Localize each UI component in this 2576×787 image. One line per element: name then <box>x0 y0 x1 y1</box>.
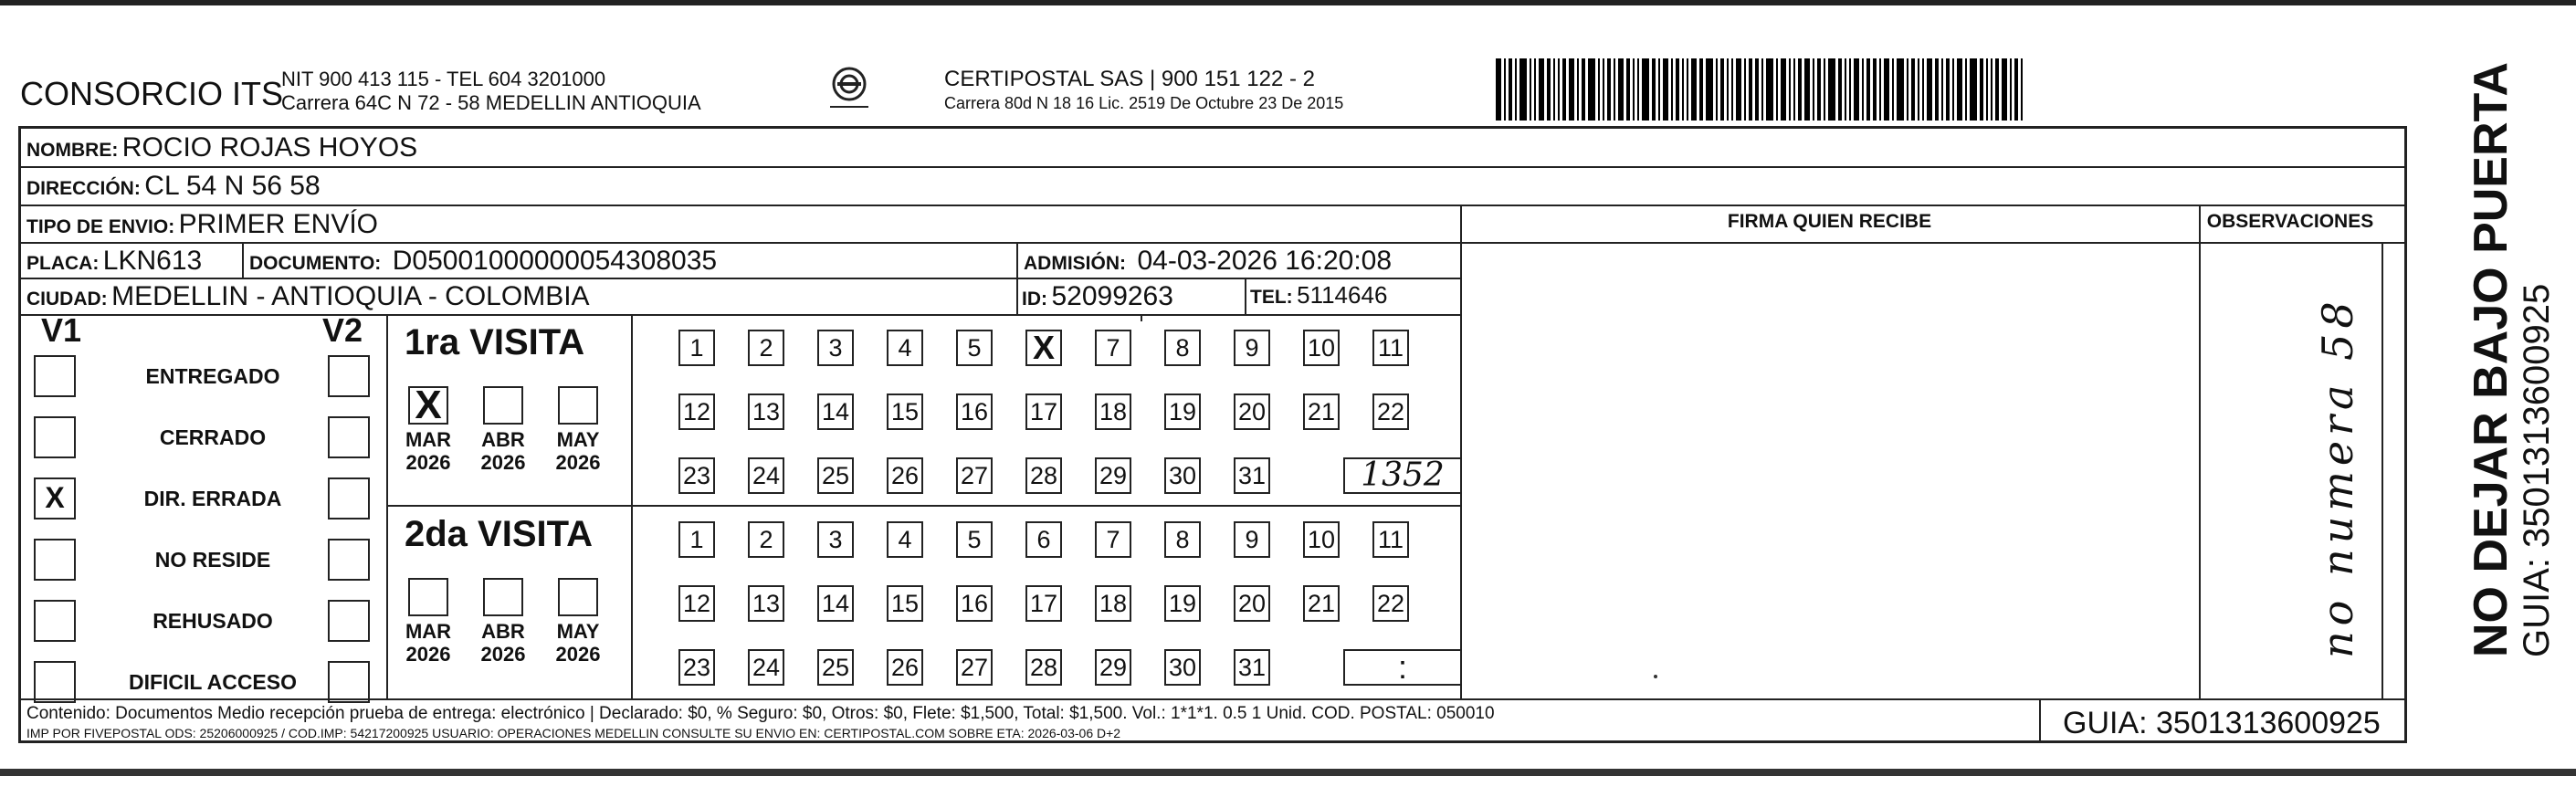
month-label: MAY <box>556 620 600 643</box>
status-v2-checkbox[interactable] <box>328 477 370 519</box>
courier-line-2: Carrera 80d N 18 16 Lic. 2519 De Octubre 23 De 2015 <box>944 94 1344 112</box>
day-19-box[interactable]: 19 <box>1164 394 1201 430</box>
day-9-box[interactable]: 9 <box>1234 521 1270 558</box>
day-23-box[interactable]: 23 <box>678 457 715 494</box>
side-warning: NO DEJAR BAJO PUERTA <box>2465 61 2518 657</box>
day-22-box[interactable]: 22 <box>1372 394 1409 430</box>
day-22-box[interactable]: 22 <box>1372 585 1409 622</box>
nombre-value: ROCIO ROJAS HOYOS <box>121 132 418 163</box>
status-v1-checkbox[interactable] <box>34 661 76 703</box>
day-27-box[interactable]: 27 <box>956 457 993 494</box>
month-checkbox[interactable]: X <box>408 386 448 425</box>
day-9-box[interactable]: 9 <box>1234 330 1270 366</box>
day-2-box[interactable]: 2 <box>748 521 784 558</box>
nombre-label: NOMBRE: <box>26 140 119 161</box>
status-v2-checkbox[interactable] <box>328 539 370 581</box>
direccion-row <box>26 171 321 202</box>
day-16-box[interactable]: 16 <box>956 394 993 430</box>
day-14-box[interactable]: 14 <box>817 585 854 622</box>
day-12-box[interactable]: 12 <box>678 394 715 430</box>
top-border <box>0 0 2576 5</box>
day-16-box[interactable]: 16 <box>956 585 993 622</box>
status-label: REHUSADO <box>152 609 273 633</box>
id-row <box>1022 281 1173 312</box>
day-4-box[interactable]: 4 <box>887 521 923 558</box>
year-label: 2026 <box>405 643 451 666</box>
id-value: 52099263 <box>1051 281 1173 311</box>
year-label: 2026 <box>555 451 601 474</box>
footer-line-1: Contenido: Documentos Medio recepción prueba de entrega: electrónico | Declarado: $0, % Seguro: $0, Otros: $0, Flete: $1,500, Total: $1,500. Vol.: 1*1*1. 0.5 1 Unid. COD. POSTAL: 050010 <box>26 704 1495 723</box>
documento-row <box>249 246 717 277</box>
day-11-box[interactable]: 11 <box>1372 521 1409 558</box>
tipo-row <box>26 209 378 240</box>
visit2-title: 2da VISITA <box>405 514 593 554</box>
month-checkbox[interactable] <box>558 578 598 616</box>
certipostal-logo <box>826 64 872 115</box>
firma-label: FIRMA QUIEN RECIBE <box>1727 211 1932 232</box>
day-6-box[interactable]: 6 <box>1025 521 1062 558</box>
side-guia: GUIA: 3501313600925 <box>2517 283 2557 657</box>
month-checkbox[interactable] <box>558 386 598 425</box>
day-10-box[interactable]: 10 <box>1303 330 1340 366</box>
footer-line-2: IMP POR FIVEPOSTAL ODS: 25206000925 / COD.IMP: 54217200925 USUARIO: OPERACIONES MEDELLIN CONSULTE SU ENVIO EN: CERTIPOSTAL.COM SOBRE ETA: 2026-03-06 D+2 <box>26 726 1121 740</box>
status-v1-checkbox[interactable]: X <box>34 477 76 519</box>
placa-row <box>26 246 202 277</box>
day-15-box[interactable]: 15 <box>887 585 923 622</box>
day-1-box[interactable]: 1 <box>678 521 715 558</box>
observaciones-header <box>2199 211 2381 233</box>
day-17-box[interactable]: 17 <box>1025 394 1062 430</box>
observaciones-handwriting: no numera 58 <box>2313 296 2362 658</box>
status-label: CERRADO <box>159 425 267 449</box>
day-7-box[interactable]: 7 <box>1095 330 1131 366</box>
placa-value: LKN613 <box>102 246 203 276</box>
day-25-box[interactable]: 25 <box>817 457 854 494</box>
day-15-box[interactable]: 15 <box>887 394 923 430</box>
company-line-2: Carrera 64C N 72 - 58 MEDELLIN ANTIOQUIA <box>281 91 701 114</box>
nombre-row <box>26 132 417 163</box>
month-label: ABR <box>481 620 525 643</box>
day-1-box[interactable]: 1 <box>678 330 715 366</box>
firma-header <box>1460 211 2199 233</box>
month-checkbox[interactable] <box>483 386 523 425</box>
day-11-box[interactable]: 11 <box>1372 330 1409 366</box>
day-6-box[interactable]: X <box>1025 330 1062 366</box>
v1-header: V1 <box>41 311 82 349</box>
admision-label: ADMISIÓN: <box>1024 253 1126 274</box>
day-23-box[interactable]: 23 <box>678 649 715 686</box>
day-24-box[interactable]: 24 <box>748 649 784 686</box>
month-checkbox[interactable] <box>408 578 448 616</box>
day-2-box[interactable]: 2 <box>748 330 784 366</box>
placa-label: PLACA: <box>26 253 100 274</box>
courier-info <box>944 68 1343 115</box>
day-14-box[interactable]: 14 <box>817 394 854 430</box>
ciudad-row <box>26 281 590 312</box>
status-label: DIR. ERRADA <box>143 487 282 510</box>
day-3-box[interactable]: 3 <box>817 521 854 558</box>
day-3-box[interactable]: 3 <box>817 330 854 366</box>
status-v2-checkbox[interactable] <box>328 355 370 397</box>
tel-row <box>1250 281 1387 310</box>
year-label: 2026 <box>555 643 601 666</box>
status-v2-checkbox[interactable] <box>328 416 370 458</box>
status-label: DIFICIL ACCESO <box>128 670 297 694</box>
day-29-box[interactable]: 29 <box>1095 457 1131 494</box>
visit1-title: 1ra VISITA <box>405 322 585 362</box>
day-31-box[interactable]: 31 <box>1234 457 1270 494</box>
day-28-box[interactable]: 28 <box>1025 457 1062 494</box>
status-v1-checkbox[interactable] <box>34 416 76 458</box>
footer-guia: GUIA: 3501313600925 <box>2063 706 2381 740</box>
delivery-form <box>18 126 2407 743</box>
company-info <box>281 68 701 115</box>
signature-mark <box>1654 675 1657 678</box>
direccion-value: CL 54 N 56 58 <box>144 171 321 201</box>
observaciones-label: OBSERVACIONES <box>2206 211 2374 232</box>
direccion-label: DIRECCIÓN: <box>26 178 141 199</box>
day-5-box[interactable]: 5 <box>956 330 993 366</box>
status-v1-checkbox[interactable] <box>34 355 76 397</box>
day-13-box[interactable]: 13 <box>748 394 784 430</box>
day-24-box[interactable]: 24 <box>748 457 784 494</box>
status-label: NO RESIDE <box>154 548 271 572</box>
documento-label: DOCUMENTO: <box>249 253 382 274</box>
day-25-box[interactable]: 25 <box>817 649 854 686</box>
day-18-box[interactable]: 18 <box>1095 585 1131 622</box>
day-20-box[interactable]: 20 <box>1234 585 1270 622</box>
bottom-border <box>0 769 2576 776</box>
company-name: CONSORCIO ITS <box>20 75 284 112</box>
status-v1-checkbox[interactable] <box>34 539 76 581</box>
barcode <box>1496 58 2171 121</box>
day-12-box[interactable]: 12 <box>678 585 715 622</box>
documento-value: D05001000000054308035 <box>392 246 718 276</box>
day-10-box[interactable]: 10 <box>1303 521 1340 558</box>
day-13-box[interactable]: 13 <box>748 585 784 622</box>
day-21-box[interactable]: 21 <box>1303 394 1340 430</box>
day-26-box[interactable]: 26 <box>887 649 923 686</box>
day-17-box[interactable]: 17 <box>1025 585 1062 622</box>
status-v1-checkbox[interactable] <box>34 600 76 642</box>
time-box[interactable]: : <box>1343 649 1462 686</box>
day-30-box[interactable]: 30 <box>1164 649 1201 686</box>
month-label: ABR <box>481 428 525 451</box>
day-19-box[interactable]: 19 <box>1164 585 1201 622</box>
day-20-box[interactable]: 20 <box>1234 394 1270 430</box>
day-21-box[interactable]: 21 <box>1303 585 1340 622</box>
day-4-box[interactable]: 4 <box>887 330 923 366</box>
year-label: 2026 <box>405 451 451 474</box>
day-29-box[interactable]: 29 <box>1095 649 1131 686</box>
v2-header: V2 <box>322 311 363 349</box>
day-31-box[interactable]: 31 <box>1234 649 1270 686</box>
day-8-box[interactable]: 8 <box>1164 330 1201 366</box>
day-30-box[interactable]: 30 <box>1164 457 1201 494</box>
day-26-box[interactable]: 26 <box>887 457 923 494</box>
month-label: MAR <box>405 428 452 451</box>
side-notice <box>2466 62 2557 657</box>
status-label: ENTREGADO <box>145 364 280 388</box>
status-v2-checkbox[interactable] <box>328 661 370 703</box>
day-8-box[interactable]: 8 <box>1164 521 1201 558</box>
year-label: 2026 <box>480 643 526 666</box>
month-checkbox[interactable] <box>483 578 523 616</box>
tel-value: 5114646 <box>1297 281 1388 309</box>
day-5-box[interactable]: 5 <box>956 521 993 558</box>
tipo-label: TIPO DE ENVIO: <box>26 216 175 237</box>
day-27-box[interactable]: 27 <box>956 649 993 686</box>
day-18-box[interactable]: 18 <box>1095 394 1131 430</box>
admision-value: 04-03-2026 16:20:08 <box>1137 246 1393 276</box>
ciudad-label: CIUDAD: <box>26 289 108 310</box>
tel-label: TEL: <box>1250 287 1293 308</box>
time-box[interactable]: 1352 <box>1343 457 1462 494</box>
tipo-value: PRIMER ENVÍO <box>178 209 379 239</box>
status-v2-checkbox[interactable] <box>328 600 370 642</box>
month-label: MAY <box>556 428 600 451</box>
ciudad-value: MEDELLIN - ANTIOQUIA - COLOMBIA <box>111 281 590 311</box>
day-28-box[interactable]: 28 <box>1025 649 1062 686</box>
id-label: ID: <box>1022 289 1047 310</box>
company-line-1: NIT 900 413 115 - TEL 604 3201000 <box>281 68 606 90</box>
year-label: 2026 <box>480 451 526 474</box>
courier-line-1: CERTIPOSTAL SAS | 900 151 122 - 2 <box>944 67 1315 91</box>
admision-row <box>1024 246 1392 277</box>
day-7-box[interactable]: 7 <box>1095 521 1131 558</box>
month-label: MAR <box>405 620 452 643</box>
